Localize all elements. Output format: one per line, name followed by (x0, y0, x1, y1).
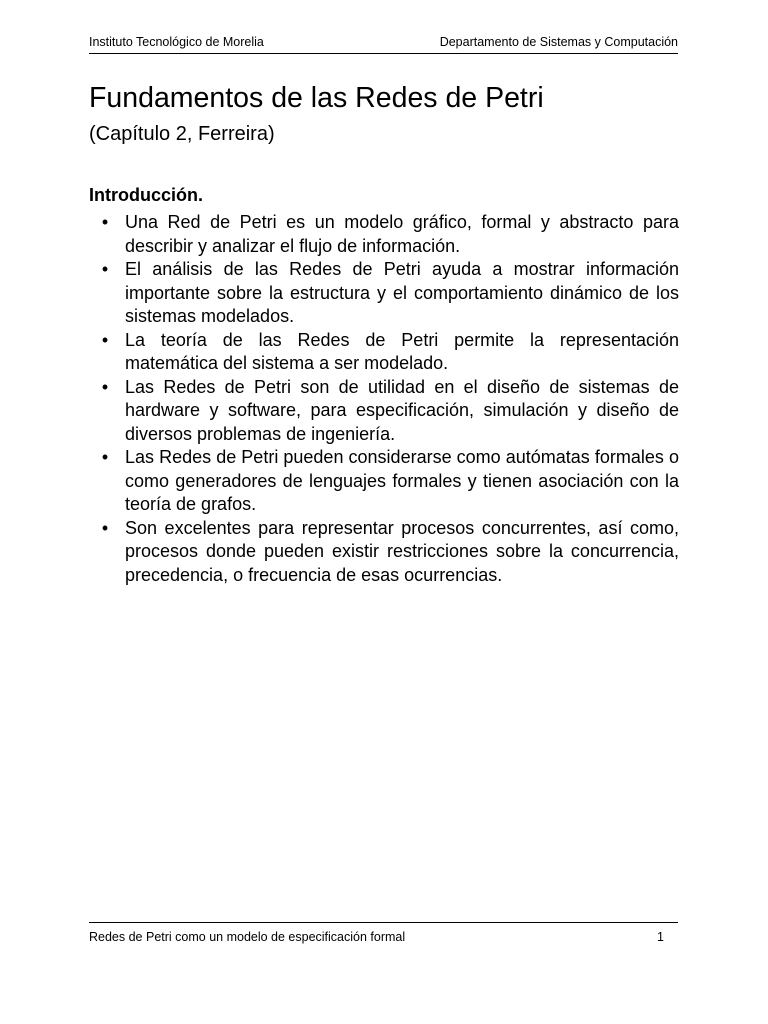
page-footer (89, 922, 678, 945)
bullet-icon: • (101, 212, 109, 232)
list-item-text: Las Redes de Petri son de utilidad en el diseño de sistemas de hardware y software, para especificación, simulación y diseño de diversos problemas de ingeniería. (125, 376, 679, 444)
list-item (89, 376, 679, 447)
list-item-text: Las Redes de Petri pueden considerarse como autómatas formales o como generadores de lenguajes formales y tienen asociación con la teoría de grafos. (125, 447, 679, 514)
list-item (89, 517, 679, 588)
bullet-icon: • (101, 259, 109, 279)
document-title: Fundamentos de las Redes de Petri (89, 82, 544, 114)
document-subtitle: (Capítulo 2, Ferreira) (89, 123, 275, 145)
section-heading-introduccion: Introducción. (89, 185, 203, 205)
bullet-icon: • (101, 517, 109, 538)
bullet-icon: • (101, 329, 109, 350)
bullet-icon: • (101, 447, 109, 467)
list-item-text: La teoría de las Redes de Petri permite la representación matemática del sistema a ser modelado. (125, 329, 679, 373)
list-item (89, 446, 679, 517)
page-header (89, 34, 678, 54)
list-item-text: Una Red de Petri es un modelo gráfico, formal y abstracto para describir y analizar el flujo de información. (125, 212, 679, 256)
header-institution: Instituto Tecnológico de Morelia (89, 35, 264, 49)
footer-document-title: Redes de Petri como un modelo de especificación formal (89, 930, 406, 944)
list-item (89, 211, 679, 258)
list-item-text: El análisis de las Redes de Petri ayuda a mostrar información importante sobre la estructura y el comportamiento dinámico de los sistemas modelados. (125, 259, 679, 326)
introduction-bullet-list (89, 211, 679, 587)
bullet-icon: • (101, 376, 109, 397)
list-item-text: Son excelentes para representar procesos concurrentes, así como, procesos donde pueden existir restricciones sobre la concurrencia, precedencia, o frecuencia de esas ocurrencias. (125, 517, 679, 585)
page-number: 1 (657, 930, 664, 944)
list-item (89, 258, 679, 329)
list-item (89, 329, 679, 376)
header-department: Departamento de Sistemas y Computación (439, 35, 678, 49)
